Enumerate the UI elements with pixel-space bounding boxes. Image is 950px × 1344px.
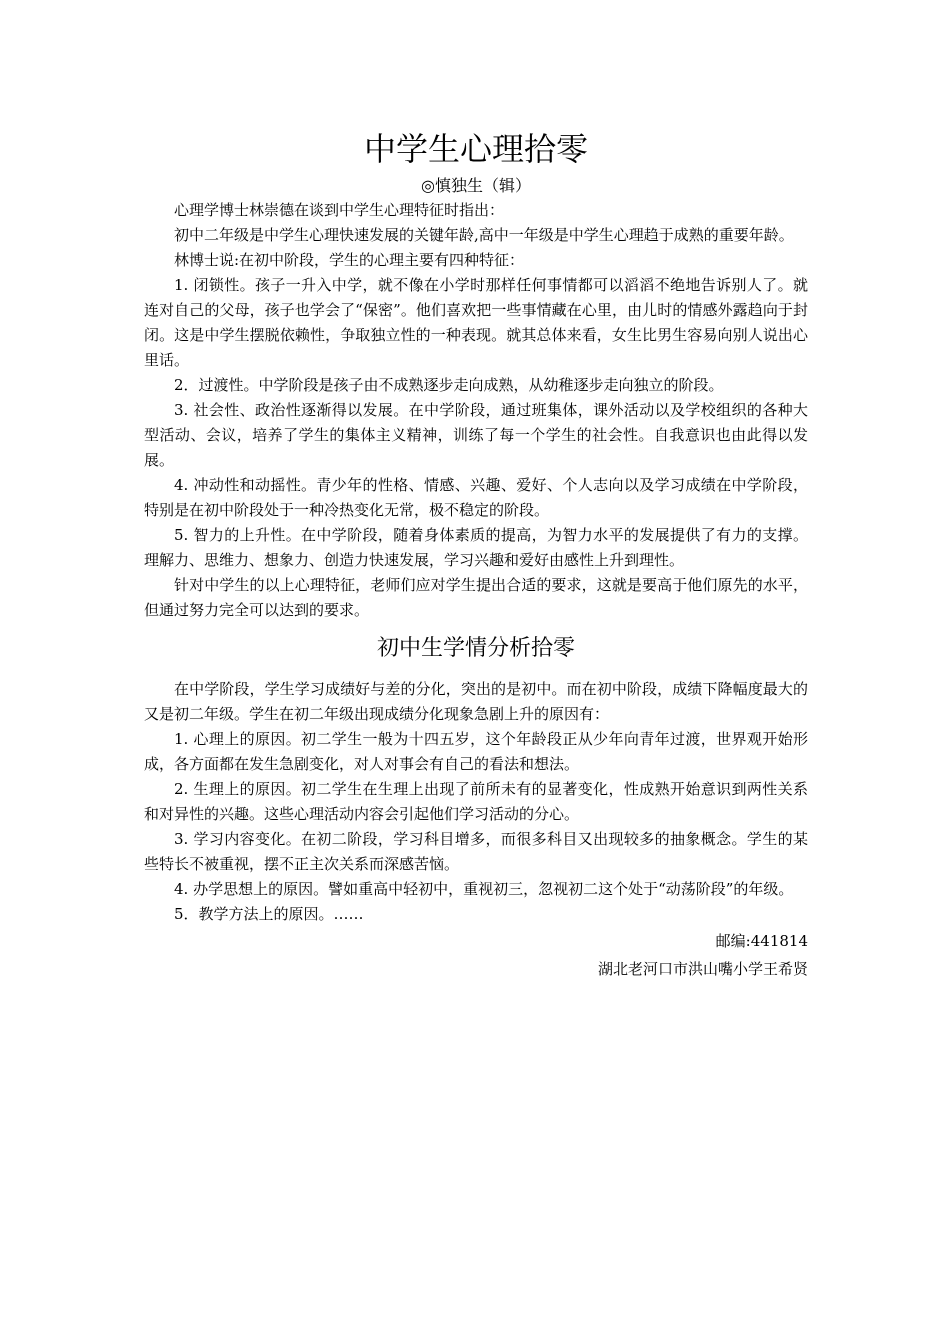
paragraph: 初中二年级是中学生心理快速发展的关键年龄,高中一年级是中学生心理趋于成熟的重要年龄。 xyxy=(174,226,794,244)
paragraph: 心理学博士林崇德在谈到中学生心理特征时指出： xyxy=(174,201,505,219)
paragraph: 在中学阶段，学生学习成绩好与差的分化，突出的是初中。而在初中阶段，成绩下降幅度最大的又是初二年级。学生在初二年级出现成绩分化现象急剧上升的原因有： xyxy=(144,680,808,723)
article-byline: ◎慎独生（辑） xyxy=(421,176,531,195)
paragraph: 5．教学方法上的原因。…… xyxy=(174,905,364,923)
paragraph: 1. 心理上的原因。初二学生一般为十四五岁，这个年龄段正从少年向青年过渡，世界观开始形成，各方面都在发生急剧变化，对人对事会有自己的看法和想法。 xyxy=(144,730,808,773)
author-signature: 湖北老河口市洪山嘴小学王希贤 xyxy=(597,960,808,978)
paragraph: 1. 闭锁性。孩子一升入中学，就不像在小学时那样任何事情都可以滔滔不绝地告诉别人了。就连对自己的父母，孩子也学会了“保密”。他们喜欢把一些事情藏在心里，由儿时的情感外露趋向于封闭。这是中学生摆脱依赖性，争取独立性的一种表现。就其总体来看，女生比男生容易向别人说出心里话。 xyxy=(144,276,808,369)
paragraph: 针对中学生的以上心理特征，老师们应对学生提出合适的要求，这就是要高于他们原先的水平，但通过努力完全可以达到的要求。 xyxy=(144,576,808,619)
paragraph: 林博士说:在初中阶段，学生的心理主要有四种特征： xyxy=(174,251,525,269)
paragraph: 4. 办学思想上的原因。譬如重高中轻初中，重视初三，忽视初二这个处于“动荡阶段”的年级。 xyxy=(174,880,794,898)
paragraph: 4. 冲动性和动摇性。青少年的性格、情感、兴趣、爱好、个人志向以及学习成绩在中学阶段，特别是在初中阶段处于一种冷热变化无常，极不稳定的阶段。 xyxy=(144,476,808,519)
section-title: 初中生学情分析拾零 xyxy=(376,636,575,661)
paragraph: 5. 智力的上升性。在中学阶段，随着身体素质的提高，为智力水平的发展提供了有力的支撑。理解力、思维力、想象力、创造力快速发展，学习兴趣和爱好由感性上升到理性。 xyxy=(144,526,808,569)
postcode: 邮编:441814 xyxy=(715,932,808,950)
document-page xyxy=(144,126,808,983)
paragraph: 3. 学习内容变化。在初二阶段，学习科目增多，而很多科目又出现较多的抽象概念。学生的某些特长不被重视，摆不正主次关系而深感苦恼。 xyxy=(144,830,808,873)
paragraph: 3. 社会性、政治性逐渐得以发展。在中学阶段，通过班集体，课外活动以及学校组织的各种大型活动、会议，培养了学生的集体主义精神，训练了每一个学生的社会性。自我意识也由此得以发展。 xyxy=(144,401,808,469)
paragraph: 2．过渡性。中学阶段是孩子由不成熟逐步走向成熟，从幼稚逐步走向独立的阶段。 xyxy=(174,376,724,394)
paragraph: 2. 生理上的原因。初二学生在生理上出现了前所未有的显著变化，性成熟开始意识到两性关系和对异性的兴趣。这些心理活动内容会引起他们学习活动的分心。 xyxy=(144,780,808,823)
article-title: 中学生心理拾零 xyxy=(363,130,588,168)
